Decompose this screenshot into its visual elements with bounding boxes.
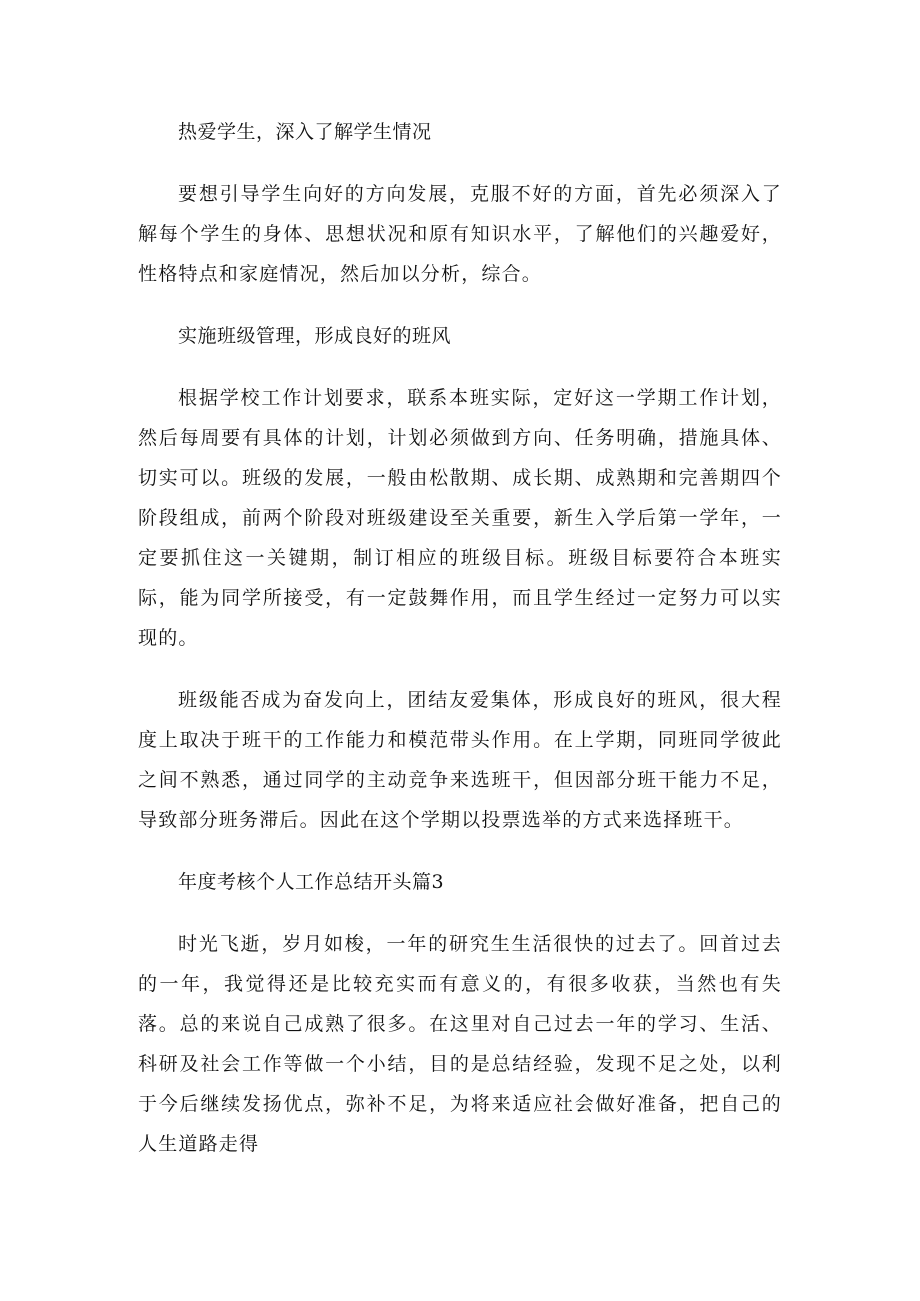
- section-heading-class-management: 实施班级管理，形成良好的班风: [178, 325, 452, 347]
- section-heading-annual-review: 年度考核个人工作总结开头篇3: [178, 871, 445, 893]
- paragraph-year-summary: 时光飞逝，岁月如梭，一年的研究生生活很快的过去了。回首过去的一年，我觉得还是比较充实而有意义的，有很多收获，当然也有失落。总的来说自己成熟了很多。在这里对自己过去一年的学习、生活、科研及社会工作等做一个小结，目的是总结经验，发现不足之处，以利于今后继续发扬优点，弥补不足，为将来适应社会做好准备，把自己的人生道路走得: [138, 933, 782, 1155]
- paragraph-understand-students: 要想引导学生向好的方向发展，克服不好的方面，首先必须深入了解每个学生的身体、思想状况和原有知识水平，了解他们的兴趣爱好，性格特点和家庭情况，然后加以分析，综合。: [138, 183, 782, 285]
- section-heading-love-students: 热爱学生，深入了解学生情况: [178, 121, 432, 143]
- document-body: [138, 112, 782, 1186]
- paragraph-work-plan: 根据学校工作计划要求，联系本班实际，定好这一学期工作计划，然后每周要有具体的计划，计划必须做到方向、任务明确，措施具体、切实可以。班级的发展，一般由松散期、成长期、成熟期和完善期四个阶段组成，前两个阶段对班级建设至关重要，新生入学后第一学年，一定要抓住这一关键期，制订相应的班级目标。班级目标要符合本班实际，能为同学所接受，有一定鼓舞作用，而且学生经过一定努力可以实现的。: [138, 387, 782, 649]
- paragraph-class-leaders: 班级能否成为奋发向上，团结友爱集体，形成良好的班风，很大程度上取决于班干的工作能力和模范带头作用。在上学期，同班同学彼此之间不熟悉，通过同学的主动竞争来选班干，但因部分班干能力不足，导致部分班务滞后。因此在这个学期以投票选举的方式来选择班干。: [138, 689, 782, 831]
